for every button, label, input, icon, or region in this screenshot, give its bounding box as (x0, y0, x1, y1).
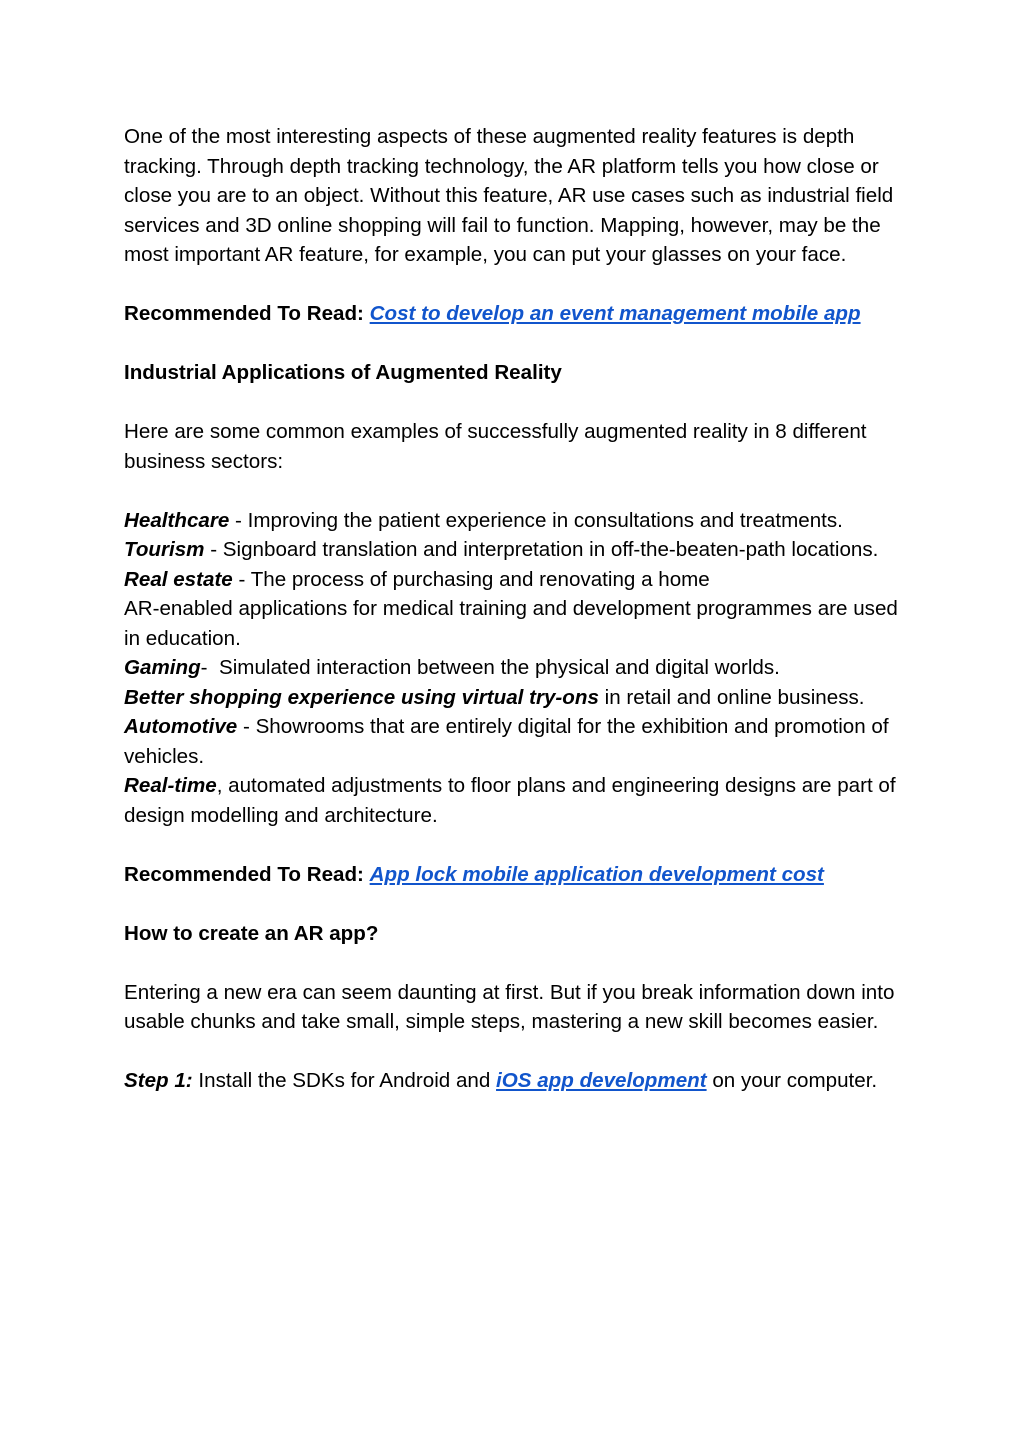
heading-create-ar-app: How to create an AR app? (124, 921, 379, 945)
sector-name: Gaming (124, 656, 201, 679)
sector-name: Automotive (124, 715, 238, 738)
step-text-after: on your computer. (706, 1069, 878, 1092)
sector-name: Real estate (124, 567, 233, 591)
sector-description: - Simulated interaction between the physical and digital worlds. (200, 656, 780, 679)
sector-description: - Signboard translation and interpretation in off-the-beaten-path locations. (204, 538, 879, 561)
ios-app-development-link[interactable]: iOS app development (496, 1069, 707, 1092)
sector-name: Real-time (124, 774, 217, 797)
sector-retail (124, 683, 914, 713)
sector-name: Better shopping experience using virtual try-ons (124, 685, 599, 709)
sector-description: - The process of purchasing and renovating a home (232, 567, 710, 591)
sector-description: - Showrooms that are entirely digital for the exhibition and promotion of vehicles. (124, 715, 889, 768)
spacer (124, 948, 914, 978)
heading-industrial-applications: Industrial Applications of Augmented Reality (124, 361, 562, 384)
sector-tourism (124, 535, 914, 565)
recommended-label: Recommended To Read: (124, 862, 370, 886)
sector-name: Healthcare (124, 508, 230, 532)
intro-paragraph: One of the most interesting aspects of these augmented reality features is depth tracking. Through depth tracking technology, the AR platform tells you how close or close you are to an object. Without this feature, AR use cases such as industrial field services and 3D online shopping will fail to function. Mapping, however, may be the most important AR feature, for example, you can put your glasses on your face. (124, 125, 894, 266)
sector-description: in retail and online business. (598, 685, 865, 709)
step-label: Step 1: (124, 1069, 193, 1092)
examples-intro-paragraph: Here are some common examples of successfully augmented reality in 8 different business sectors: (124, 420, 867, 473)
sector-automotive (124, 712, 914, 771)
document-page (124, 122, 914, 1096)
sector-real-estate (124, 565, 914, 595)
spacer (124, 830, 914, 860)
recommended-label: Recommended To Read: (124, 302, 370, 325)
spacer (124, 1037, 914, 1067)
app-lock-development-cost-link[interactable]: App lock mobile application development cost (369, 862, 824, 886)
sector-healthcare (124, 506, 914, 536)
sector-description: , automated adjustments to floor plans and engineering designs are part of design modelling and architecture. (124, 774, 896, 827)
sector-education (124, 594, 914, 653)
spacer (124, 270, 914, 300)
spacer (124, 388, 914, 418)
spacer (124, 476, 914, 506)
sector-name: Tourism (124, 538, 205, 561)
step-text-before: Install the SDKs for Android and (192, 1069, 497, 1092)
spacer (124, 889, 914, 919)
recommended-read-2 (124, 860, 914, 890)
sector-description: - Improving the patient experience in consultations and treatments. (229, 508, 843, 532)
sector-architecture (124, 771, 914, 830)
event-management-app-cost-link[interactable]: Cost to develop an event management mobile app (369, 302, 861, 325)
spacer (124, 329, 914, 359)
create-paragraph: Entering a new era can seem daunting at first. But if you break information down into usable chunks and take small, simple steps, mastering a new skill becomes easier. (124, 980, 895, 1033)
sector-description: AR-enabled applications for medical training and development programmes are used in education. (124, 597, 898, 650)
step-1 (124, 1066, 914, 1096)
sector-gaming (124, 653, 914, 683)
recommended-read-1 (124, 299, 914, 329)
